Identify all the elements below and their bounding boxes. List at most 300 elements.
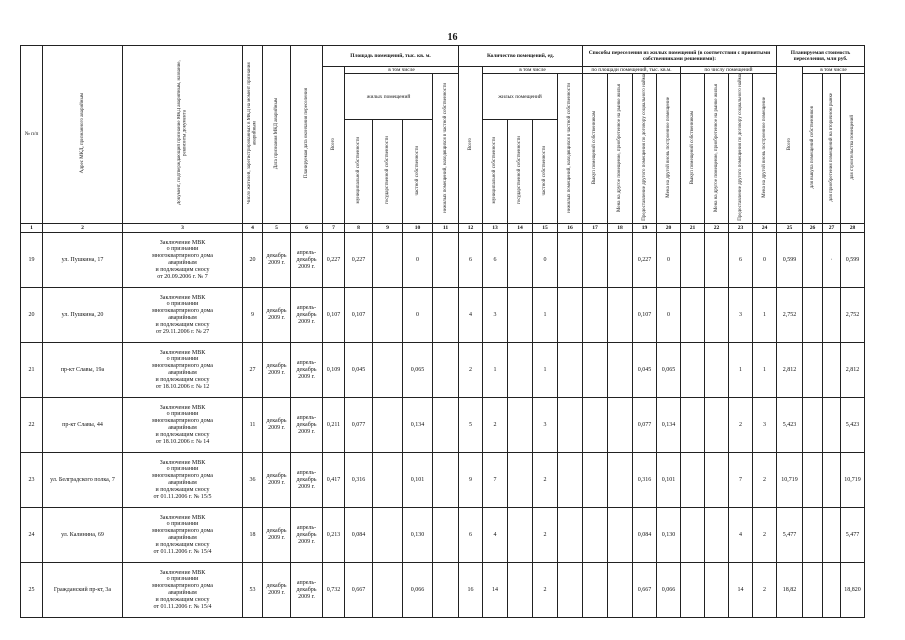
n-buy-cell xyxy=(681,398,705,453)
document-line: от 18.10.2006 г. № 12 xyxy=(155,383,210,390)
m-buy-cell xyxy=(583,233,608,288)
header-document: Документ, подтверждающий признание МКД аварийным, название, реквизиты документа xyxy=(123,46,243,224)
a-nonliv-cell xyxy=(433,398,459,453)
c-state-cell xyxy=(508,453,533,508)
document-line: и подлежащим сносу xyxy=(155,267,210,274)
table-header xyxy=(21,46,865,233)
m-buy-cell xyxy=(583,398,608,453)
a-state-cell xyxy=(373,453,403,508)
address-cell: ул. Пушкина, 20 xyxy=(43,288,123,343)
header-count-nonliving: нежилых помещений, находящихся в частной собственности xyxy=(558,74,583,224)
header-cost-buyout: для выкупа помещений собственников xyxy=(803,74,823,224)
n-new-cell: 1 xyxy=(753,288,777,343)
planned-end-cell: апрель-декабрь 2009 г. xyxy=(291,288,323,343)
document-line: аварийным xyxy=(168,260,197,267)
header-n-buyout: Выкуп помещений собственникам xyxy=(681,74,705,224)
header-count-private: частной собственности xyxy=(533,120,558,224)
document-line: аварийным xyxy=(168,590,197,597)
header-methods-group: Способы переселения из жилых помещений (в соответствии с принятыми собственниками решениями): xyxy=(583,46,777,67)
n-exch-cell xyxy=(705,398,729,453)
date-recognized-cell: декабрь 2009 г. xyxy=(263,288,291,343)
cost-total-cell: 10,719 xyxy=(777,453,803,508)
a-priv-cell: 0 xyxy=(403,233,433,288)
row-number: 25 xyxy=(21,563,43,618)
header-cost-market: для приобретения помещений на вторичном рынке xyxy=(823,74,841,224)
header-m-new: Мена на другой вновь построенное помещение xyxy=(657,74,681,224)
m-soc-cell: 0,077 xyxy=(633,398,657,453)
c-priv-cell: 2 xyxy=(533,508,558,563)
cost-build-cell: 5,423 xyxy=(841,398,865,453)
c-state-cell xyxy=(508,343,533,398)
document-cell xyxy=(123,563,243,618)
a-state-cell xyxy=(373,288,403,343)
a-nonliv-cell xyxy=(433,343,459,398)
document-line: от 29.11.2006 г. № 27 xyxy=(155,328,210,335)
c-mun-cell: 6 xyxy=(483,233,508,288)
m-exch-cell xyxy=(608,288,633,343)
document-line: от 20.09.2006 г. № 7 xyxy=(157,273,208,280)
a-nonliv-cell xyxy=(433,288,459,343)
column-number: 4 xyxy=(243,224,263,233)
m-exch-cell xyxy=(608,398,633,453)
header-by-area: по площади помещений, тыс. кв.м. xyxy=(583,67,681,74)
c-total-cell: 16 xyxy=(459,563,483,618)
header-cost-total: Всего xyxy=(777,67,803,224)
c-state-cell xyxy=(508,233,533,288)
n-soc-cell: 14 xyxy=(729,563,753,618)
c-mun-cell: 3 xyxy=(483,288,508,343)
column-number: 27 xyxy=(823,224,841,233)
a-mun-cell: 0,084 xyxy=(345,508,373,563)
document-line: многоквартирного дома xyxy=(152,253,213,260)
a-state-cell xyxy=(373,508,403,563)
residents-cell: 36 xyxy=(243,453,263,508)
column-number: 26 xyxy=(803,224,823,233)
column-number: 11 xyxy=(433,224,459,233)
cost-build-cell: 2,812 xyxy=(841,343,865,398)
header-m-buyout: Выкуп помещений собственникам xyxy=(583,74,608,224)
document-cell xyxy=(123,398,243,453)
header-cost-build: для строительства помещений xyxy=(841,74,865,224)
column-number: 8 xyxy=(345,224,373,233)
document-line: и подлежащим сносу xyxy=(155,542,210,549)
cost-total-cell: 2,812 xyxy=(777,343,803,398)
cost-market-cell xyxy=(823,453,841,508)
header-area-living: жилых помещений xyxy=(345,74,433,120)
resettlement-table xyxy=(20,45,865,618)
cost-build-cell: 18,820 xyxy=(841,563,865,618)
a-priv-cell: 0 xyxy=(403,288,433,343)
n-exch-cell xyxy=(705,343,729,398)
document-cell xyxy=(123,343,243,398)
residents-cell: 20 xyxy=(243,233,263,288)
document-line: Заключение МВК xyxy=(159,349,206,356)
m-soc-cell: 0,045 xyxy=(633,343,657,398)
date-recognized-cell: декабрь 2009 г. xyxy=(263,563,291,618)
c-total-cell: 6 xyxy=(459,233,483,288)
address-cell: ул. Белградского полка, 7 xyxy=(43,453,123,508)
m-exch-cell xyxy=(608,453,633,508)
address-cell: Гражданский пр-кт, 3а xyxy=(43,563,123,618)
a-mun-cell: 0,107 xyxy=(345,288,373,343)
cost-total-cell: 5,477 xyxy=(777,508,803,563)
residents-cell: 11 xyxy=(243,398,263,453)
c-nonliv-cell xyxy=(558,233,583,288)
table-row xyxy=(21,288,865,343)
header-m-exchange: Мена на другое помещение, приобретенное на рынке жилья xyxy=(608,74,633,224)
c-priv-cell: 3 xyxy=(533,398,558,453)
column-number: 24 xyxy=(753,224,777,233)
row-number: 19 xyxy=(21,233,43,288)
document-line: от 01.11.2006 г. № 15/4 xyxy=(153,548,212,555)
column-number-row xyxy=(21,224,865,233)
planned-end-cell: апрель-декабрь 2009 г. xyxy=(291,563,323,618)
a-total-cell: 0,732 xyxy=(323,563,345,618)
header-n-social: Предоставление другого помещения по договору социального найма xyxy=(729,74,753,224)
cost-build-cell: 5,477 xyxy=(841,508,865,563)
cost-buy-cell xyxy=(803,453,823,508)
column-number: 16 xyxy=(558,224,583,233)
n-new-cell: 2 xyxy=(753,563,777,618)
a-total-cell: 0,417 xyxy=(323,453,345,508)
m-soc-cell: 0,667 xyxy=(633,563,657,618)
header-address: Адрес МКД, признанного аварийным xyxy=(43,46,123,224)
c-nonliv-cell xyxy=(558,398,583,453)
table-row xyxy=(21,343,865,398)
column-number: 15 xyxy=(533,224,558,233)
m-exch-cell xyxy=(608,508,633,563)
m-soc-cell: 0,227 xyxy=(633,233,657,288)
a-mun-cell: 0,667 xyxy=(345,563,373,618)
header-area-incl: в том числе xyxy=(345,67,459,74)
document-cell xyxy=(123,508,243,563)
document-line: Заключение МВК xyxy=(159,459,206,466)
c-mun-cell: 2 xyxy=(483,398,508,453)
c-nonliv-cell xyxy=(558,453,583,508)
cost-build-cell: 2,752 xyxy=(841,288,865,343)
c-mun-cell: 14 xyxy=(483,563,508,618)
n-new-cell: 1 xyxy=(753,343,777,398)
document-line: и подлежащим сносу xyxy=(155,487,210,494)
document-line: Заключение МВК xyxy=(159,514,206,521)
a-total-cell: 0,107 xyxy=(323,288,345,343)
planned-end-cell: апрель-декабрь 2009 г. xyxy=(291,233,323,288)
header-date-recognized: Дата признания МКД аварийным xyxy=(263,46,291,224)
n-soc-cell: 2 xyxy=(729,398,753,453)
c-priv-cell: 1 xyxy=(533,343,558,398)
table-row xyxy=(21,233,865,288)
row-number: 20 xyxy=(21,288,43,343)
planned-end-cell: апрель-декабрь 2009 г. xyxy=(291,508,323,563)
table-row xyxy=(21,563,865,618)
n-soc-cell: 1 xyxy=(729,343,753,398)
n-exch-cell xyxy=(705,508,729,563)
n-buy-cell xyxy=(681,563,705,618)
cost-build-cell: 10,719 xyxy=(841,453,865,508)
date-recognized-cell: декабрь 2009 г. xyxy=(263,233,291,288)
c-state-cell xyxy=(508,508,533,563)
row-number: 24 xyxy=(21,508,43,563)
c-state-cell xyxy=(508,563,533,618)
column-number: 21 xyxy=(681,224,705,233)
document-line: о признании xyxy=(166,521,199,528)
a-mun-cell: 0,316 xyxy=(345,453,373,508)
column-number: 17 xyxy=(583,224,608,233)
document-line: о признании xyxy=(166,301,199,308)
c-nonliv-cell xyxy=(558,343,583,398)
document-line: от 01.11.2006 г. № 15/4 xyxy=(153,603,212,610)
a-total-cell: 0,109 xyxy=(323,343,345,398)
date-recognized-cell: декабрь 2009 г. xyxy=(263,343,291,398)
document-line: Заключение МВК xyxy=(159,404,206,411)
a-total-cell: 0,227 xyxy=(323,233,345,288)
header-count-incl: в том числе xyxy=(483,67,583,74)
c-priv-cell: 2 xyxy=(533,453,558,508)
document-line: многоквартирного дома xyxy=(152,528,213,535)
cost-buy-cell xyxy=(803,288,823,343)
m-new-cell: 0,130 xyxy=(657,508,681,563)
document-line: многоквартирного дома xyxy=(152,308,213,315)
table-row xyxy=(21,398,865,453)
a-nonliv-cell xyxy=(433,453,459,508)
cost-total-cell: 0,599 xyxy=(777,233,803,288)
m-new-cell: 0 xyxy=(657,233,681,288)
a-priv-cell: 0,065 xyxy=(403,343,433,398)
n-buy-cell xyxy=(681,343,705,398)
n-buy-cell xyxy=(681,453,705,508)
residents-cell: 27 xyxy=(243,343,263,398)
column-number: 14 xyxy=(508,224,533,233)
document-line: и подлежащим сносу xyxy=(155,322,210,329)
a-total-cell: 0,213 xyxy=(323,508,345,563)
document-line: аварийным xyxy=(168,370,197,377)
header-area-group: Площадь помещений, тыс. кв. м. xyxy=(323,46,459,67)
cost-buy-cell xyxy=(803,398,823,453)
document-line: Заключение МВК xyxy=(159,294,206,301)
c-total-cell: 2 xyxy=(459,343,483,398)
column-number: 9 xyxy=(373,224,403,233)
a-mun-cell: 0,045 xyxy=(345,343,373,398)
n-exch-cell xyxy=(705,453,729,508)
residents-cell: 18 xyxy=(243,508,263,563)
document-line: аварийным xyxy=(168,425,197,432)
row-number: 23 xyxy=(21,453,43,508)
cost-market-cell: · xyxy=(823,233,841,288)
header-count-municipal: муниципальной собственности xyxy=(483,120,508,224)
cost-market-cell xyxy=(823,288,841,343)
m-soc-cell: 0,107 xyxy=(633,288,657,343)
document-cell xyxy=(123,233,243,288)
document-line: аварийным xyxy=(168,535,197,542)
document-line: о признании xyxy=(166,466,199,473)
header-area-state: государственной собственности xyxy=(373,120,403,224)
a-priv-cell: 0,101 xyxy=(403,453,433,508)
cost-build-cell: 0,599 xyxy=(841,233,865,288)
column-number: 7 xyxy=(323,224,345,233)
cost-total-cell: 2,752 xyxy=(777,288,803,343)
n-buy-cell xyxy=(681,508,705,563)
a-nonliv-cell xyxy=(433,233,459,288)
n-buy-cell xyxy=(681,233,705,288)
document-line: многоквартирного дома xyxy=(152,473,213,480)
column-number: 18 xyxy=(608,224,633,233)
m-exch-cell xyxy=(608,233,633,288)
header-count-total: Всего xyxy=(459,67,483,224)
document-line: от 18.10.2006 г. № 14 xyxy=(155,438,210,445)
document-line: от 01.11.2006 г. № 15/5 xyxy=(153,493,212,500)
c-nonliv-cell xyxy=(558,563,583,618)
a-total-cell: 0,211 xyxy=(323,398,345,453)
n-soc-cell: 4 xyxy=(729,508,753,563)
header-count-state: государственной собственности xyxy=(508,120,533,224)
m-new-cell: 0,134 xyxy=(657,398,681,453)
page-number: 16 xyxy=(447,32,458,43)
address-cell: ул. Пушкина, 17 xyxy=(43,233,123,288)
c-nonliv-cell xyxy=(558,508,583,563)
c-state-cell xyxy=(508,398,533,453)
date-recognized-cell: декабрь 2009 г. xyxy=(263,508,291,563)
document-line: о признании xyxy=(166,356,199,363)
column-number: 2 xyxy=(43,224,123,233)
c-total-cell: 4 xyxy=(459,288,483,343)
document-line: Заключение МВК xyxy=(159,239,206,246)
table-row xyxy=(21,508,865,563)
document-line: многоквартирного дома xyxy=(152,418,213,425)
header-area-municipal: муниципальной собственности xyxy=(345,120,373,224)
column-number: 12 xyxy=(459,224,483,233)
a-mun-cell: 0,227 xyxy=(345,233,373,288)
a-state-cell xyxy=(373,233,403,288)
header-count-living: жилых помещений xyxy=(483,74,558,120)
c-total-cell: 6 xyxy=(459,508,483,563)
cost-buy-cell xyxy=(803,563,823,618)
column-number: 13 xyxy=(483,224,508,233)
m-new-cell: 0,101 xyxy=(657,453,681,508)
c-priv-cell: 2 xyxy=(533,563,558,618)
n-exch-cell xyxy=(705,563,729,618)
a-mun-cell: 0,077 xyxy=(345,398,373,453)
header-n-new: Мена на другой вновь построенное помещение xyxy=(753,74,777,224)
a-nonliv-cell xyxy=(433,563,459,618)
n-new-cell: 2 xyxy=(753,453,777,508)
residents-cell: 53 xyxy=(243,563,263,618)
m-exch-cell xyxy=(608,343,633,398)
document-line: и подлежащим сносу xyxy=(155,377,210,384)
header-area-nonliving: нежилых помещений, находящихся в частной собственности xyxy=(433,74,459,224)
header-cost-incl: в том числе xyxy=(803,67,865,74)
n-exch-cell xyxy=(705,233,729,288)
n-new-cell: 2 xyxy=(753,508,777,563)
header-by-count: по числу помещений xyxy=(681,67,777,74)
table-body xyxy=(21,233,865,618)
column-number: 22 xyxy=(705,224,729,233)
c-mun-cell: 1 xyxy=(483,343,508,398)
a-state-cell xyxy=(373,563,403,618)
address-cell: пр-кт Славы, 19а xyxy=(43,343,123,398)
document-line: Заключение МВК xyxy=(159,569,206,576)
c-priv-cell: 0 xyxy=(533,233,558,288)
cost-buy-cell xyxy=(803,343,823,398)
a-state-cell xyxy=(373,343,403,398)
cost-market-cell xyxy=(823,508,841,563)
column-number: 1 xyxy=(21,224,43,233)
a-priv-cell: 0,130 xyxy=(403,508,433,563)
row-number: 21 xyxy=(21,343,43,398)
document-line: о признании xyxy=(166,246,199,253)
document-line: и подлежащим сносу xyxy=(155,432,210,439)
address-cell: ул. Калинина, 69 xyxy=(43,508,123,563)
document-line: многоквартирного дома xyxy=(152,363,213,370)
header-area-total: Всего xyxy=(323,67,345,224)
m-exch-cell xyxy=(608,563,633,618)
column-number: 23 xyxy=(729,224,753,233)
c-priv-cell: 1 xyxy=(533,288,558,343)
header-planned-end: Планируемая дата окончания переселения xyxy=(291,46,323,224)
a-priv-cell: 0,066 xyxy=(403,563,433,618)
document-line: аварийным xyxy=(168,315,197,322)
column-number: 3 xyxy=(123,224,243,233)
address-cell: пр-кт Славы, 44 xyxy=(43,398,123,453)
document-cell xyxy=(123,453,243,508)
table-row xyxy=(21,453,865,508)
column-number: 6 xyxy=(291,224,323,233)
header-m-social: Предоставление другого помещения по договору социального найма xyxy=(633,74,657,224)
document-cell xyxy=(123,288,243,343)
cost-buy-cell xyxy=(803,508,823,563)
header-num: № п/п xyxy=(21,46,43,224)
cost-total-cell: 5,423 xyxy=(777,398,803,453)
date-recognized-cell: декабрь 2009 г. xyxy=(263,398,291,453)
c-state-cell xyxy=(508,288,533,343)
m-new-cell: 0,065 xyxy=(657,343,681,398)
cost-buy-cell xyxy=(803,233,823,288)
document-line: о признании xyxy=(166,576,199,583)
m-soc-cell: 0,084 xyxy=(633,508,657,563)
n-buy-cell xyxy=(681,288,705,343)
n-soc-cell: 6 xyxy=(729,233,753,288)
planned-end-cell: апрель-декабрь 2009 г. xyxy=(291,343,323,398)
m-buy-cell xyxy=(583,508,608,563)
column-number: 20 xyxy=(657,224,681,233)
column-number: 28 xyxy=(841,224,865,233)
m-buy-cell xyxy=(583,453,608,508)
row-number: 22 xyxy=(21,398,43,453)
document-line: и подлежащим сносу xyxy=(155,597,210,604)
m-soc-cell: 0,316 xyxy=(633,453,657,508)
c-mun-cell: 7 xyxy=(483,453,508,508)
header-area-private: частной собственности xyxy=(403,120,433,224)
m-buy-cell xyxy=(583,288,608,343)
m-new-cell: 0 xyxy=(657,288,681,343)
m-new-cell: 0,066 xyxy=(657,563,681,618)
m-buy-cell xyxy=(583,343,608,398)
residents-cell: 9 xyxy=(243,288,263,343)
header-cost-group: Планируемая стоимость переселения, млн руб. xyxy=(777,46,865,67)
n-new-cell: 0 xyxy=(753,233,777,288)
c-total-cell: 5 xyxy=(459,398,483,453)
m-buy-cell xyxy=(583,563,608,618)
document-line: аварийным xyxy=(168,480,197,487)
header-count-group: Количество помещений, ед. xyxy=(459,46,583,67)
header-n-exchange: Мена на другое помещение, приобретенное на рынке жилья xyxy=(705,74,729,224)
a-nonliv-cell xyxy=(433,508,459,563)
column-number: 19 xyxy=(633,224,657,233)
column-number: 5 xyxy=(263,224,291,233)
a-state-cell xyxy=(373,398,403,453)
cost-market-cell xyxy=(823,563,841,618)
c-mun-cell: 4 xyxy=(483,508,508,563)
cost-market-cell xyxy=(823,343,841,398)
